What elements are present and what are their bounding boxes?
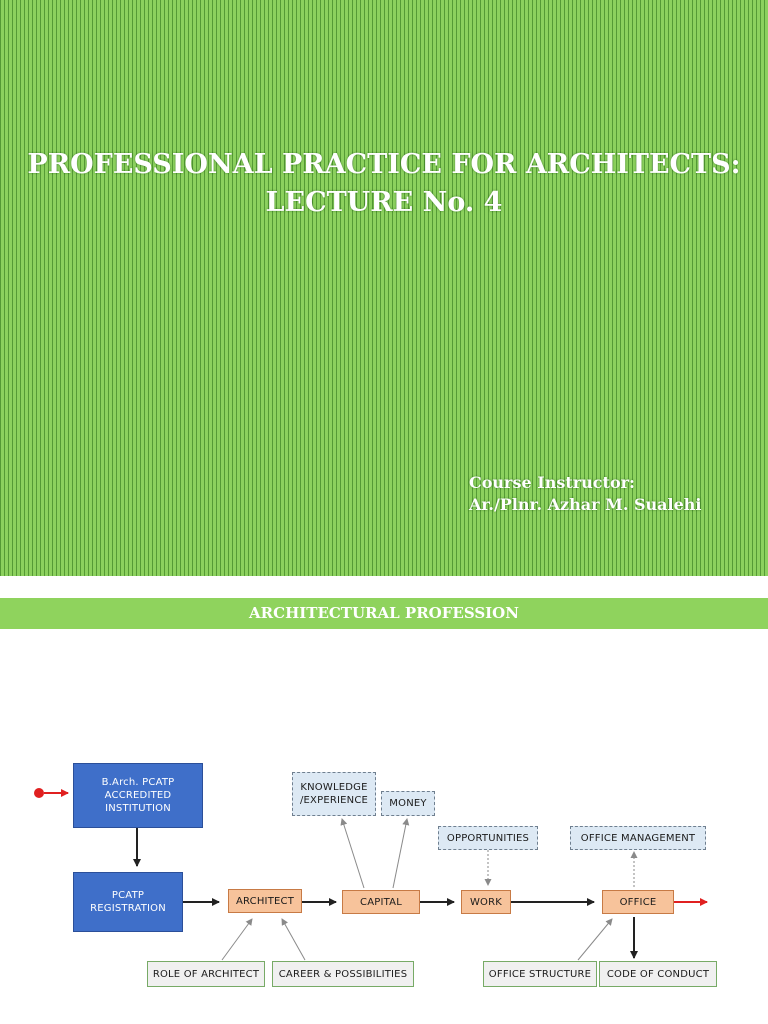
arrow-career-to-architect: [282, 919, 305, 960]
node-office-structure: OFFICE STRUCTURE: [483, 961, 597, 987]
section-banner: ARCHITECTURAL PROFESSION: [0, 598, 768, 629]
node-knowledge-experience: KNOWLEDGE /EXPERIENCE: [292, 772, 376, 816]
instructor-label: Course Instructor:: [469, 473, 635, 492]
instructor-name: Ar./Plnr. Azhar M. Sualehi: [469, 495, 702, 514]
node-money: MONEY: [381, 791, 435, 816]
slide-title-line-1: PROFESSIONAL PRACTICE FOR ARCHITECTS:: [27, 149, 741, 180]
profession-flowchart: [0, 640, 768, 1024]
node-career-possibilities: CAREER & POSSIBILITIES: [272, 961, 414, 987]
arrow-capital-to-knowledge: [342, 819, 364, 888]
node-architect: ARCHITECT: [228, 889, 302, 913]
node-work: WORK: [461, 890, 511, 914]
node-opportunities: OPPORTUNITIES: [438, 826, 538, 850]
node-office-management: OFFICE MANAGEMENT: [570, 826, 706, 850]
arrow-capital-to-money: [393, 819, 407, 888]
node-capital: CAPITAL: [342, 890, 420, 914]
arrow-role-to-architect: [222, 919, 252, 960]
instructor-block: [469, 472, 702, 516]
node-role-of-architect: ROLE OF ARCHITECT: [147, 961, 265, 987]
slide-title-line-2: LECTURE No. 4: [265, 187, 503, 218]
arrow-structure-to-office: [578, 919, 612, 960]
slide-title: [0, 146, 768, 222]
start-dot-icon: [34, 788, 44, 798]
node-office: OFFICE: [602, 890, 674, 914]
node-barch-institution: B.Arch. PCATP ACCREDITED INSTITUTION: [73, 763, 203, 828]
node-pcatp-registration: PCATP REGISTRATION: [73, 872, 183, 932]
node-code-of-conduct: CODE OF CONDUCT: [599, 961, 717, 987]
